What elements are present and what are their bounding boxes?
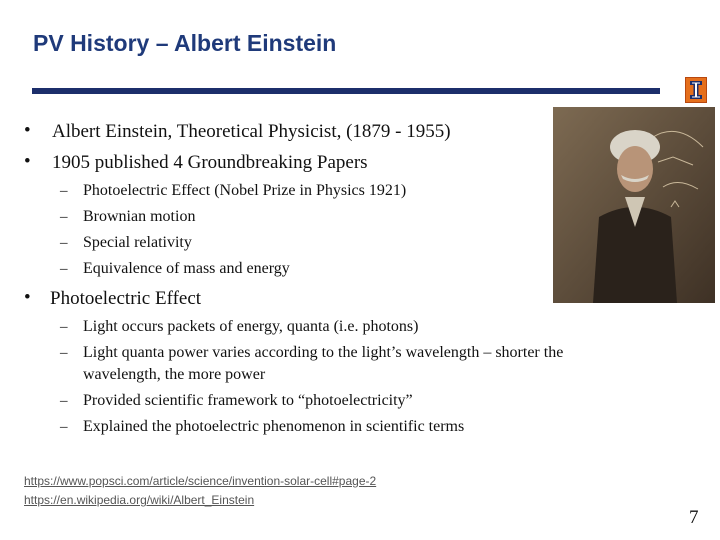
- einstein-photo: [553, 107, 715, 303]
- sub-bullet-dash: –: [60, 235, 68, 251]
- effect-point: Explained the photoelectric phenomenon in scientific terms: [83, 418, 465, 435]
- sub-bullet-dash: –: [60, 209, 68, 225]
- effect-point: Light quanta power varies according to the light’s wavelength – shorter the: [83, 344, 564, 361]
- bullet-photoelectric: Photoelectric Effect: [50, 288, 202, 309]
- illinois-block-i-icon: [689, 80, 703, 100]
- slide-title: PV History – Albert Einstein: [33, 30, 337, 56]
- sub-bullet-dash: –: [60, 393, 68, 409]
- sub-bullet-dash: –: [60, 183, 68, 199]
- sub-bullet-dash: –: [60, 319, 68, 335]
- bullet-einstein: Albert Einstein, Theoretical Physicist, (1879 - 1955): [52, 121, 451, 142]
- effect-point-continued: wavelength, the more power: [83, 366, 266, 383]
- reference-link-popsci[interactable]: https://www.popsci.com/article/science/invention-solar-cell#page-2: [24, 474, 377, 488]
- university-logo: [685, 77, 707, 103]
- sub-bullet-dash: –: [60, 345, 68, 361]
- bullet-papers: 1905 published 4 Groundbreaking Papers: [52, 152, 368, 173]
- reference-link-wikipedia[interactable]: https://en.wikipedia.org/wiki/Albert_Einstein: [24, 493, 255, 507]
- paper-item: Special relativity: [83, 234, 192, 251]
- paper-item: Photoelectric Effect (Nobel Prize in Physics 1921): [83, 182, 407, 199]
- paper-item: Brownian motion: [83, 208, 196, 225]
- title-divider: [32, 88, 660, 94]
- bullet-dot: •: [24, 151, 31, 172]
- bullet-dot: •: [24, 287, 31, 308]
- page-number: 7: [689, 507, 699, 528]
- effect-point: Provided scientific framework to “photoelectricity”: [83, 392, 413, 409]
- effect-point: Light occurs packets of energy, quanta (i.e. photons): [83, 318, 419, 335]
- sub-bullet-dash: –: [60, 261, 68, 277]
- bullet-dot: •: [24, 120, 31, 141]
- sub-bullet-dash: –: [60, 419, 68, 435]
- paper-item: Equivalence of mass and energy: [83, 260, 290, 277]
